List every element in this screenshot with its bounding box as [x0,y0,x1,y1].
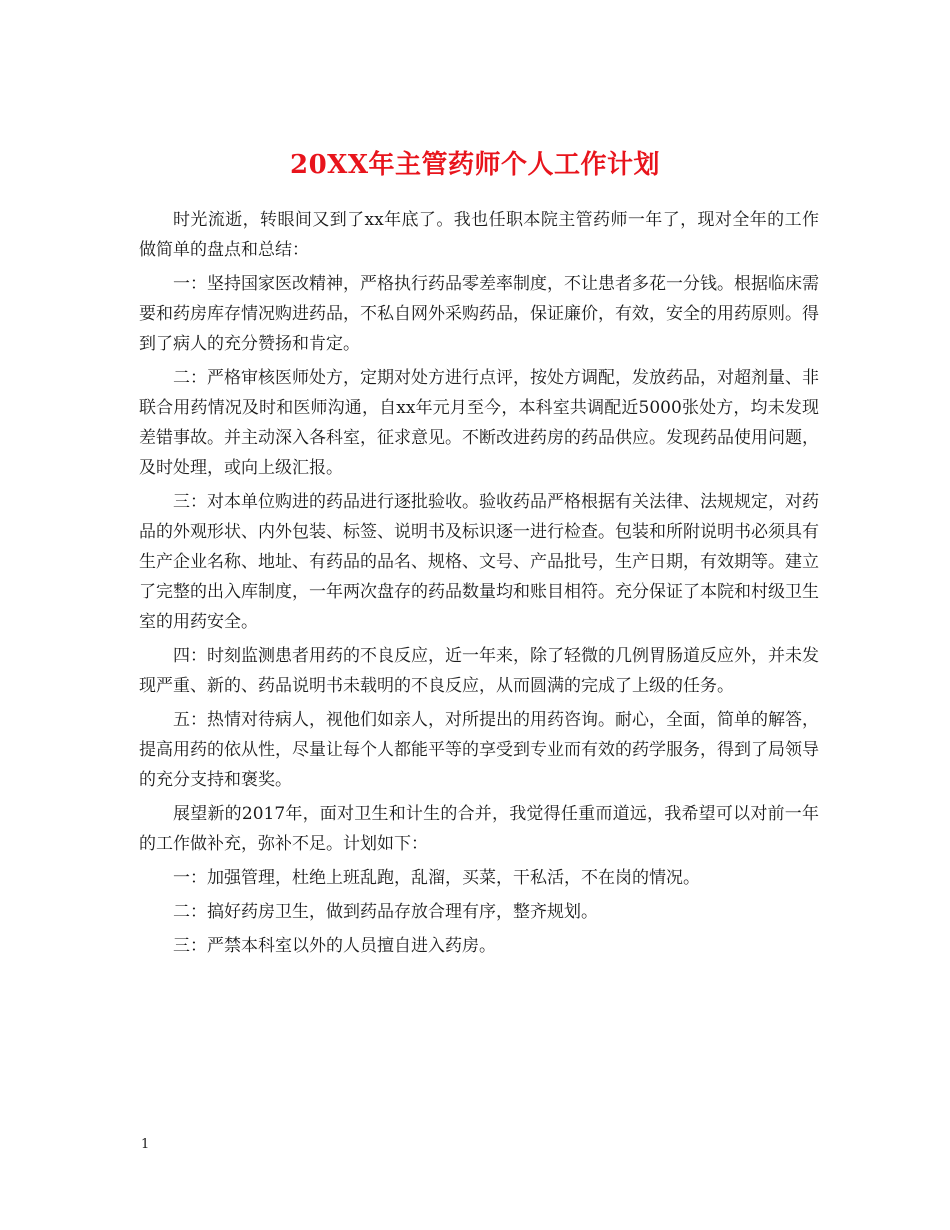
paragraph-outlook: 展望新的2017年，面对卫生和计生的合并，我觉得任重而道远，我希望可以对前一年的工作做补充，弥补不足。计划如下： [139,804,819,854]
paragraph-item-4: 四：时刻监测患者用药的不良反应，近一年来，除了轻微的几例胃肠道反应外，并未发现严重、新的、药品说明书未载明的不良反应，从而圆满的完成了上级的任务。 [139,646,819,696]
paragraph-item-2: 二：严格审核医师处方，定期对处方进行点评，按处方调配，发放药品，对超剂量、非联合用药情况及时和医师沟通，自xx年元月至今，本科室共调配近5000张处方，均未发现差错事故。并主动深入各科室，征求意见。不断改进药房的药品供应。发现药品使用问题，及时处理，或向上级汇报。 [139,368,819,478]
paragraph-item-5: 五：热情对待病人，视他们如亲人，对所提出的用药咨询。耐心，全面，简单的解答，提高用药的依从性，尽量让每个人都能平等的享受到专业而有效的药学服务，得到了局领导的充分支持和褒奖。 [139,710,819,790]
paragraph-item-1: 一：坚持国家医改精神，严格执行药品零差率制度，不让患者多花一分钱。根据临床需要和药房库存情况购进药品，不私自网外采购药品，保证廉价，有效，安全的用药原则。得到了病人的充分赞扬和肯定。 [139,274,819,354]
paragraph-item-3: 三：对本单位购进的药品进行逐批验收。验收药品严格根据有关法律、法规规定，对药品的外观形状、内外包装、标签、说明书及标识逐一进行检查。包装和所附说明书必须具有生产企业名称、地址、有药品的品名、规格、文号、产品批号，生产日期，有效期等。建立了完整的出入库制度，一年两次盘存的药品数量均和账目相符。充分保证了本院和村级卫生室的用药安全。 [139,492,819,632]
paragraph-plan-3: 三：严禁本科室以外的人员擅自进入药房。 [173,936,496,956]
paragraph-intro: 时光流逝，转眼间又到了xx年底了。我也任职本院主管药师一年了，现对全年的工作做简单的盘点和总结： [139,210,819,260]
document-body [139,205,819,965]
page-number: 1 [141,1137,150,1152]
document-title: 20XX年主管药师个人工作计划 [289,150,661,181]
paragraph-plan-1: 一：加强管理，杜绝上班乱跑，乱溜，买菜，干私活，不在岗的情况。 [173,868,700,888]
paragraph-plan-2: 二：搞好药房卫生，做到药品存放合理有序，整齐规划。 [173,902,598,922]
